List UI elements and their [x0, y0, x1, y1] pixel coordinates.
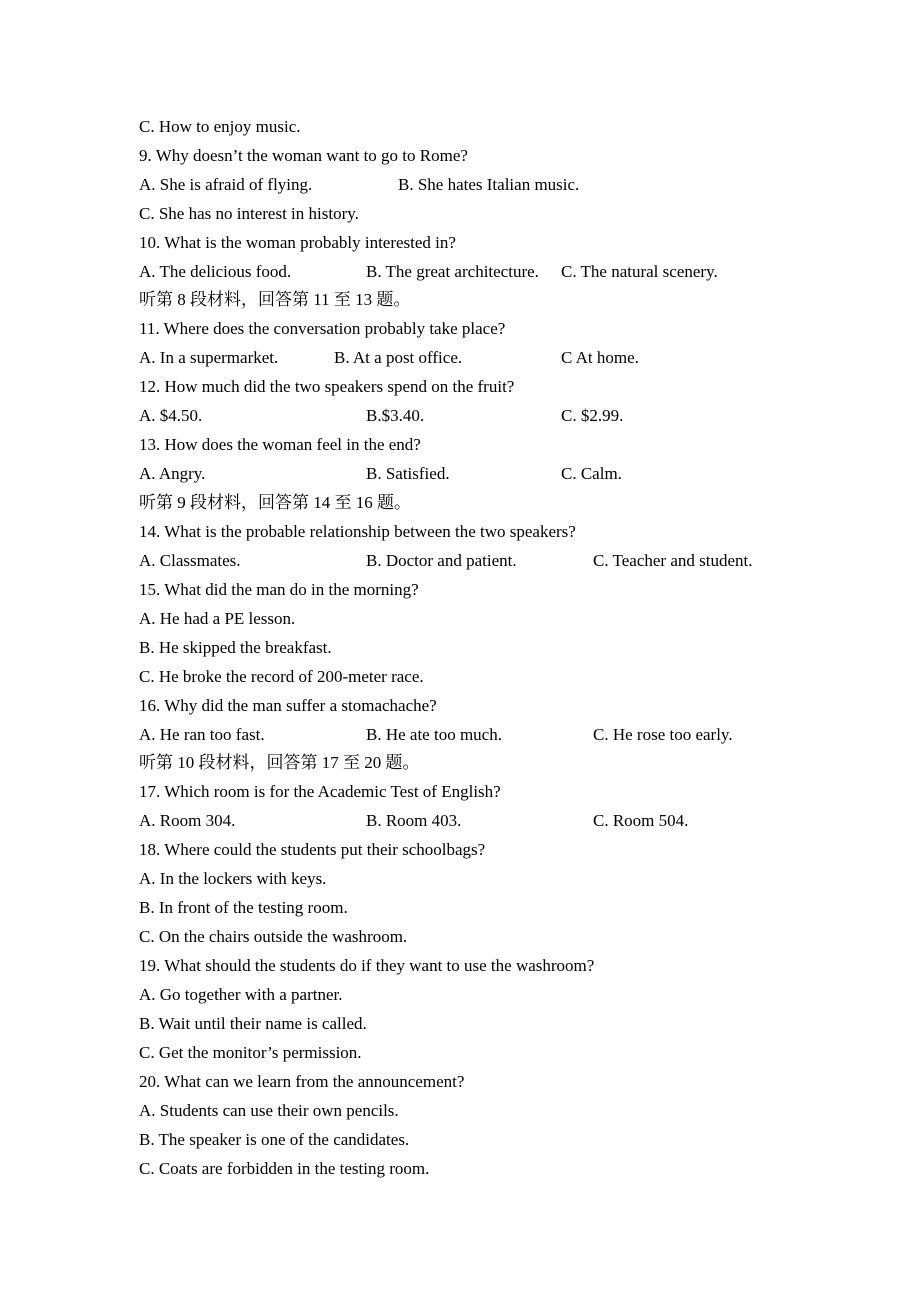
option-a: A. Classmates.	[139, 551, 241, 570]
option-c: C. Coats are forbidden in the testing room.	[139, 1159, 430, 1178]
option-a: A. $4.50.	[139, 406, 203, 425]
question-19: 19. What should the students do if they want to use the washroom?	[139, 956, 595, 975]
option-a: A. He ran too fast.	[139, 725, 265, 744]
option-a: A. The delicious food.	[139, 262, 292, 281]
question-17: 17. Which room is for the Academic Test of English?	[139, 782, 501, 801]
option-c: C. Get the monitor’s permission.	[139, 1043, 362, 1062]
option-b: B. The speaker is one of the candidates.	[139, 1130, 410, 1149]
section-heading-9: 听第 9 段材料，回答第 14 至 16 题。	[139, 493, 411, 512]
question-18: 18. Where could the students put their schoolbags?	[139, 840, 486, 859]
option-c: C. She has no interest in history.	[139, 204, 359, 223]
option-c: C. Calm.	[561, 464, 622, 483]
option-b: B. Satisfied.	[366, 464, 450, 483]
option-c: C. Teacher and student.	[593, 551, 753, 570]
option-c: C. Room 504.	[593, 811, 689, 830]
option-b: B. At a post office.	[334, 348, 463, 367]
question-11: 11. Where does the conversation probably take place?	[139, 319, 506, 338]
question-15: 15. What did the man do in the morning?	[139, 580, 419, 599]
question-16: 16. Why did the man suffer a stomachache?	[139, 696, 437, 715]
option-c: C At home.	[561, 348, 639, 367]
section-heading-10: 听第 10 段材料，回答第 17 至 20 题。	[139, 753, 420, 772]
option-b: B.$3.40.	[366, 406, 425, 425]
question-20: 20. What can we learn from the announcement?	[139, 1072, 465, 1091]
question-14: 14. What is the probable relationship between the two speakers?	[139, 522, 576, 541]
option-c: C. The natural scenery.	[561, 262, 718, 281]
option-a: A. He had a PE lesson.	[139, 609, 296, 628]
question-10: 10. What is the woman probably interested in?	[139, 233, 456, 252]
question-13: 13. How does the woman feel in the end?	[139, 435, 421, 454]
option-b: B. In front of the testing room.	[139, 898, 348, 917]
option-a: A. Go together with a partner.	[139, 985, 343, 1004]
option-a: A. Students can use their own pencils.	[139, 1101, 399, 1120]
option-c: C. He rose too early.	[593, 725, 733, 744]
option-a: A. Angry.	[139, 464, 206, 483]
option-b: B. He ate too much.	[366, 725, 502, 744]
option-a: A. In a supermarket.	[139, 348, 279, 367]
option-line: C. How to enjoy music.	[139, 117, 301, 136]
question-12: 12. How much did the two speakers spend on the fruit?	[139, 377, 515, 396]
option-a: A. She is afraid of flying.	[139, 175, 313, 194]
question-9: 9. Why doesn’t the woman want to go to Rome?	[139, 146, 468, 165]
option-b: B. She hates Italian music.	[398, 175, 580, 194]
option-a: A. In the lockers with keys.	[139, 869, 327, 888]
option-b: B. Wait until their name is called.	[139, 1014, 367, 1033]
option-c: C. On the chairs outside the washroom.	[139, 927, 408, 946]
option-b: B. He skipped the breakfast.	[139, 638, 332, 657]
section-heading-8: 听第 8 段材料，回答第 11 至 13 题。	[139, 290, 411, 309]
option-b: B. Doctor and patient.	[366, 551, 517, 570]
option-b: B. Room 403.	[366, 811, 462, 830]
option-a: A. Room 304.	[139, 811, 236, 830]
option-b: B. The great architecture.	[366, 262, 539, 281]
option-c: C. He broke the record of 200-meter race.	[139, 667, 424, 686]
option-c: C. $2.99.	[561, 406, 624, 425]
